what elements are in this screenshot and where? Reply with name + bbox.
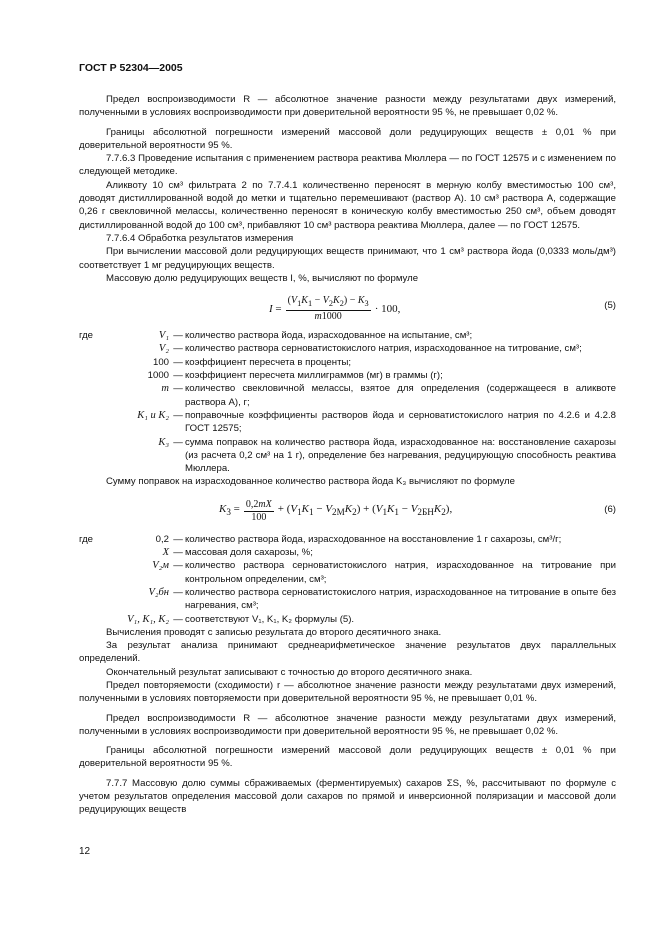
definition-description: количество раствора серноватистокислого натрия, израсходованное на титрование, см³; bbox=[185, 343, 582, 355]
paragraph-final-result: Окончательный результат записывают с точностью до второго десятичного знака. bbox=[106, 666, 473, 678]
definition-symbol: 100 bbox=[152, 356, 169, 368]
definition-symbol: V₁, K₁, K₂ bbox=[127, 613, 169, 625]
definition-description: сумма поправок на количество раствора йода, израсходованное на: восстановление сахарозы (из расчета 0,2 см³ на 1 г), определение без нагревания, редуцирующую способность реактива Мюллера. bbox=[185, 436, 616, 475]
definition-row: 1000 — коэффициент пересчета миллиграммов (мг) в граммы (г); bbox=[79, 369, 616, 382]
paragraph-result-average: За результат анализа принимают среднеарифметическое значение результатов двух параллельных определений. bbox=[79, 640, 616, 665]
definition-row: V₁, K₁, K₂ — соответствуют V₁, K₁, K₂ формулы (5). bbox=[79, 613, 616, 626]
paragraph-iodine: При вычислении массовой доли редуцирующих веществ принимают, что 1 см³ раствора йода (0,0333 моль/дм³) соответствует 1 мг редуцирующих веществ. bbox=[79, 246, 616, 271]
formula-5 bbox=[79, 289, 616, 323]
paragraph-7-7-6-3: 7.7.6.3 Проведение испытания с применением раствора реактива Мюллера — по ГОСТ 12575 и с изменением по следующей методике. bbox=[79, 153, 616, 178]
definition-row: где 0,2 — количество раствора йода, израсходованное на восстановление 1 г сахарозы, см³/г; bbox=[79, 533, 616, 546]
definition-row: K₃ — сумма поправок на количество раствора йода, израсходованное на: восстановление сахарозы (из расчета 0,2 см³ на 1 г), определение без нагревания, редуцирующую способность реактива Мюллера. bbox=[79, 436, 616, 476]
definition-description: количество раствора йода, израсходованное на испытание, см³; bbox=[185, 330, 473, 342]
definition-row: V₂ — количество раствора серноватистокислого натрия, израсходованное на титрование, см³; bbox=[79, 342, 616, 355]
definition-row: 100 — коэффициент пересчета в проценты; bbox=[79, 356, 616, 369]
definition-description: количество раствора серноватистокислого натрия, израсходованное на титрование при контрольном определении, см³; bbox=[185, 560, 616, 585]
formula-6-expression: $K_3$ = $\frac{0,2mX}{100}$ + $(V_1K_1 - V_{2М}K_2) + (V_1K_1 - V_{2БН}K_2)$, bbox=[219, 498, 453, 523]
definition-row: V₂бн — количество раствора серноватистокислого натрия, израсходованное на титрование в опыте без нагревания, см³; bbox=[79, 586, 616, 613]
definition-symbol: V₂бн bbox=[148, 586, 169, 598]
formula-5-number: (5) bbox=[604, 300, 616, 312]
paragraph-reproducibility: Предел воспроизводимости R — абсолютное значение разности между результатами двух измерений, полученными в условиях воспроизводимости при доверительной вероятности 95 %, не превышает 0,02 %. bbox=[79, 94, 616, 119]
definitions-formula-5 bbox=[79, 329, 616, 475]
definition-description: количество раствора йода, израсходованное на восстановление 1 г сахарозы, см³/г; bbox=[185, 533, 562, 545]
definition-description: поправочные коэффициенты растворов йода и серноватистокислого натрия по 4.2.6 и 4.2.8 ГОСТ 12575; bbox=[185, 409, 616, 435]
definition-description: коэффициент пересчета в проценты; bbox=[185, 356, 352, 368]
paragraph-aliquot: Аликвоту 10 см³ фильтрата 2 по 7.7.4.1 количественно переносят в мерную колбу вместимостью 100 см³, доводят дистиллированной водой до метки и тщательно перемешивают (раствор А). 10 см³ раствора А, содержащие 0,26 г свекловичной мелассы, количественно переносят в коническую колбу вместимостью 250 см³, объем доводят дистиллированной водой до 100 см³, прибавляют 10 см³ раствора реактива Мюллера, далее — по ГОСТ 12575. bbox=[79, 179, 616, 231]
definition-symbol: V₂ bbox=[158, 343, 169, 355]
definition-symbol: X bbox=[162, 547, 169, 559]
definition-row: m — количество свекловичной мелассы, взятое для определения (содержащееся в аликвоте раствора А), г; bbox=[79, 382, 616, 409]
formula-6-number: (6) bbox=[604, 503, 616, 515]
definition-description: соответствуют V₁, K₁, K₂ формулы (5). bbox=[185, 613, 355, 625]
definitions-formula-6 bbox=[79, 533, 616, 626]
definition-row: K₁ и K₂ — поправочные коэффициенты растворов йода и серноватистокислого натрия по 4.2.6 и 4.2.8 ГОСТ 12575; bbox=[79, 409, 616, 436]
where-word: где bbox=[79, 330, 94, 342]
formula-6 bbox=[79, 493, 616, 527]
document-header: ГОСТ Р 52304—2005 bbox=[79, 62, 183, 74]
definition-symbol: 1000 bbox=[147, 370, 169, 382]
paragraph-7-7-6-4: 7.7.6.4 Обработка результатов измерения bbox=[106, 232, 294, 244]
definition-description: количество свекловичной мелассы, взятое для определения (содержащееся в аликвоте раствора А), г; bbox=[185, 383, 616, 408]
definition-row: V₂м — количество раствора серноватистокислого натрия, израсходованное на титрование при контрольном определении, см³; bbox=[79, 559, 616, 586]
definition-symbol: m bbox=[161, 383, 169, 395]
definition-row: где V₁ — количество раствора йода, израсходованное на испытание, см³; bbox=[79, 329, 616, 342]
definition-symbol: 0,2 bbox=[155, 533, 169, 545]
definition-symbol: K₃ bbox=[158, 436, 169, 448]
page-number: 12 bbox=[79, 846, 91, 857]
definition-symbol: V₁ bbox=[158, 330, 169, 342]
definition-description: количество раствора серноватистокислого натрия, израсходованное на титрование в опыте без нагревания, см³; bbox=[185, 586, 616, 612]
where-word: где bbox=[79, 533, 94, 545]
paragraph-7-7-7: 7.7.7 Массовую долю суммы сбраживаемых (ферментируемых) сахаров ΣS, %, рассчитывают по формуле с учетом результатов определения массовой доли сахаров по прямой и инверсионной поляризации и массовой доли редуцирующих веществ bbox=[79, 777, 616, 816]
main-text bbox=[79, 93, 616, 817]
paragraph-repeatability: Предел повторяемости (сходимости) r — абсолютное значение разности между результатами двух измерений, полученными в условиях повторяемости при доверительной вероятности 95 %, не превышает 0,01 %. bbox=[79, 679, 616, 705]
paragraph-error-bounds: Границы абсолютной погрешности измерений массовой доли редуцирующих веществ ± 0,01 % при доверительной вероятности 95 %. bbox=[79, 126, 616, 151]
definition-symbol: V₂м bbox=[152, 560, 169, 572]
definition-description: массовая доля сахарозы, %; bbox=[185, 547, 313, 559]
paragraph-reproducibility-2: Предел воспроизводимости R — абсолютное значение разности между результатами двух измерений, полученными в условиях воспроизводимости при доверительной вероятности 95 %, не превышает 0,02 %. bbox=[79, 712, 616, 737]
paragraph-formula-6-intro: Сумму поправок на израсходованное количество раствора йода K₃ вычисляют по формуле bbox=[106, 476, 515, 488]
definition-row: X — массовая доля сахарозы, %; bbox=[79, 546, 616, 559]
paragraph-error-bounds-2: Границы абсолютной погрешности измерений массовой доли редуцирующих веществ ± 0,01 % при доверительной вероятности 95 %. bbox=[79, 745, 616, 770]
definition-description: коэффициент пересчета миллиграммов (мг) в граммы (г); bbox=[185, 370, 443, 382]
paragraph-calc-precision: Вычисления проводят с записью результата до второго десятичного знака. bbox=[106, 626, 442, 638]
definition-symbol: K₁ и K₂ bbox=[137, 409, 169, 421]
paragraph-formula-5-intro: Массовую долю редуцирующих веществ I, %, вычисляют по формуле bbox=[106, 272, 419, 284]
formula-5-expression: I = $\frac{(V_1K_1 - V_2K_2) - K_3}{m1000}$ · 100, bbox=[269, 295, 401, 323]
